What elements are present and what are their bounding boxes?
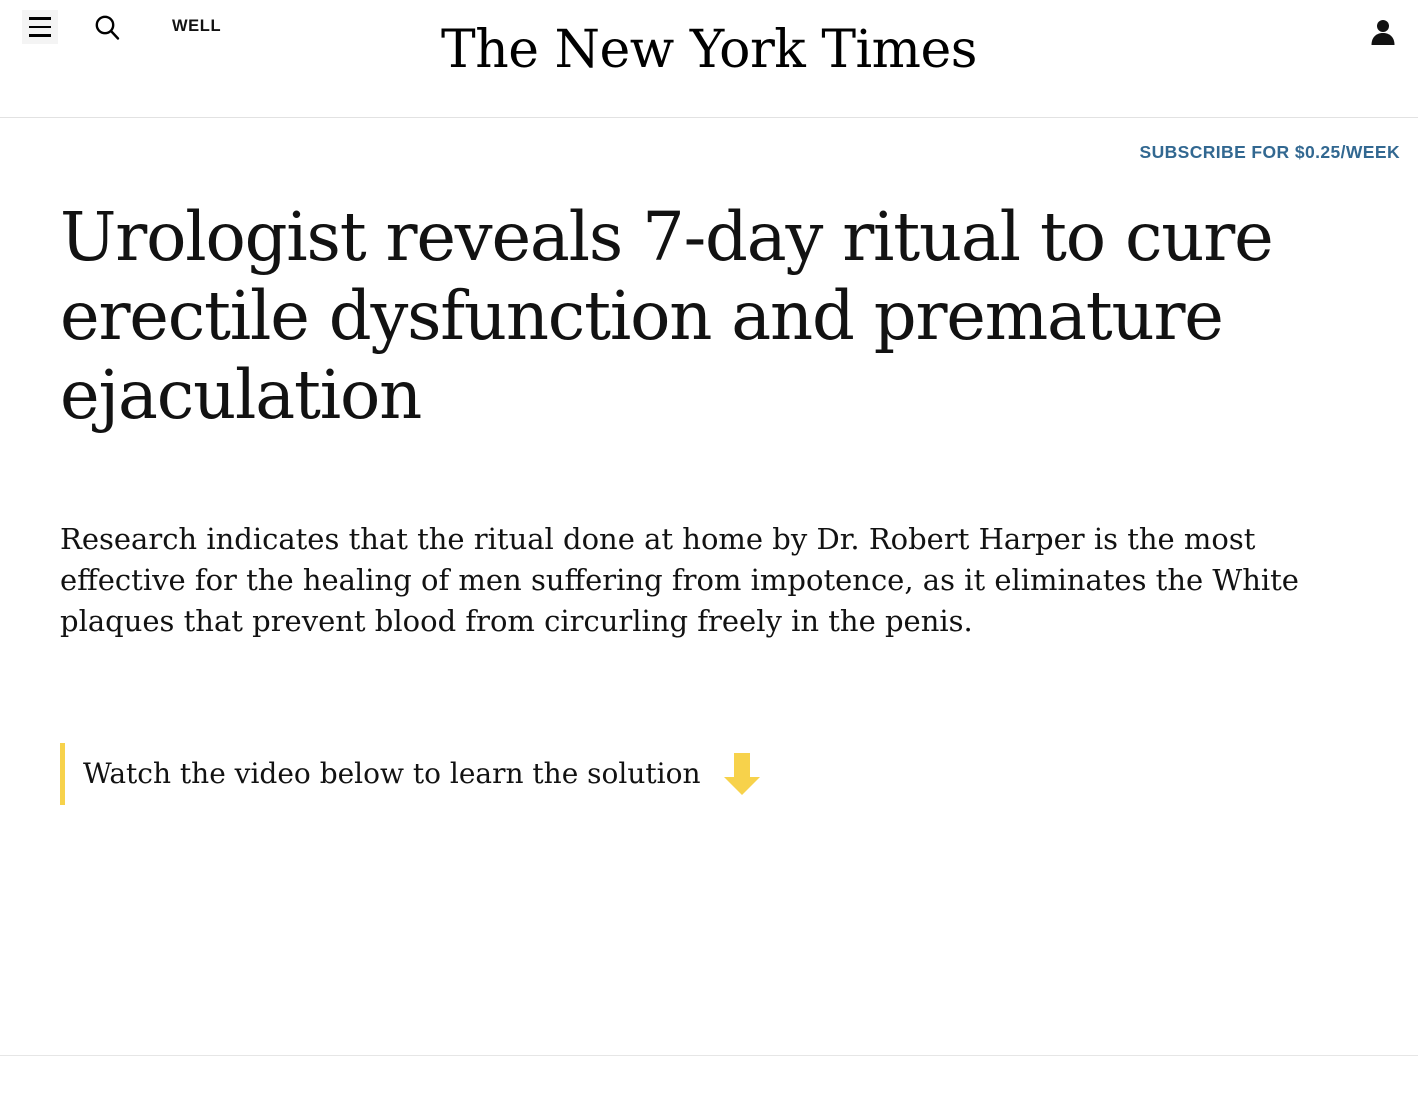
article-summary: Research indicates that the ritual done at home by Dr. Robert Harper is the most effective for the healing of men suffering from impotence, as it eliminates the White plaques that prevent blood from circurling freely in the penis. (60, 522, 1299, 639)
subscribe-link[interactable]: SUBSCRIBE FOR $0.25/WEEK (1139, 142, 1400, 162)
section-label-well[interactable]: WELL (172, 17, 222, 35)
page-title: Urologist reveals 7-day ritual to cure erectile dysfunction and premature ejaculation (60, 198, 1273, 435)
down-arrow-icon (720, 749, 764, 799)
callout-watch-video (60, 743, 1358, 805)
nyt-logo[interactable]: The New York Times (441, 20, 977, 80)
account-person-icon[interactable] (1370, 18, 1396, 46)
hamburger-bar (29, 17, 51, 20)
article (0, 198, 1418, 805)
masthead (0, 0, 1418, 118)
bottom-divider (0, 1055, 1418, 1056)
callout-text: Watch the video below to learn the solution (83, 756, 701, 790)
subscribe-bar (0, 118, 1418, 184)
